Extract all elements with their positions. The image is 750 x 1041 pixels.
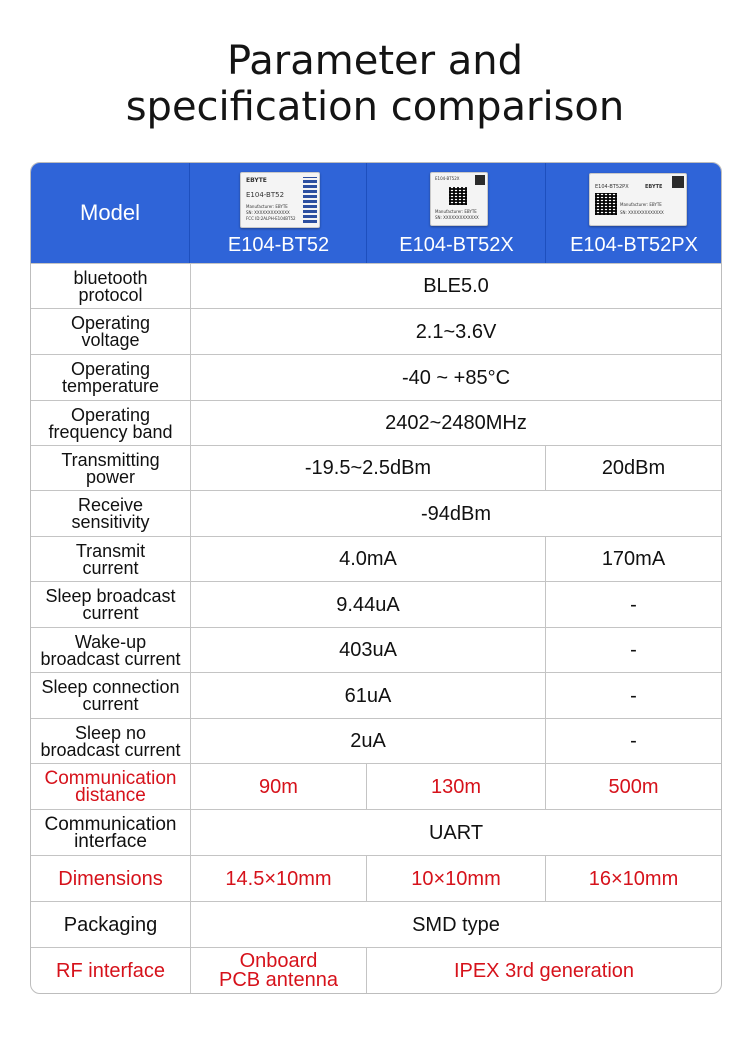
row-label: Operating frequency band (48, 404, 173, 442)
distance-value-bt52: 90m (190, 764, 366, 810)
model-column-bt52x (366, 163, 546, 263)
model-name-bt52x: E104-BT52X (399, 234, 514, 256)
model-header-label: Model (80, 200, 140, 225)
row-packaging (31, 901, 721, 948)
bt52px-chip-mfr: Manufacturer: EBYTE (620, 202, 662, 207)
sleep-broadcast-value-bt52-bt52x: 9.44uA (190, 582, 545, 628)
frequency-value: 2402~2480MHz (190, 401, 721, 446)
row-transmit-current (31, 536, 721, 582)
row-bluetooth-protocol (31, 263, 721, 309)
row-label: Sleep broadcast current (45, 586, 176, 623)
distance-value-bt52px: 500m (545, 764, 721, 810)
row-label: Sleep no broadcast current (40, 722, 181, 760)
row-sleep-connection-current (31, 672, 721, 719)
tx-current-value-bt52-bt52x: 4.0mA (190, 537, 545, 582)
sleep-no-broadcast-value-bt52px: - (545, 719, 721, 764)
bt52-chip-fcc: FCC ID:2ALPH-E104BT52 (246, 216, 296, 221)
bt52px-chip-name: E104-BT52PX (595, 184, 629, 190)
bt52px-module-image (589, 173, 687, 226)
dimensions-value-bt52: 14.5×10mm (190, 856, 366, 902)
row-label: bluetooth protocol (73, 267, 148, 305)
row-sleep-no-broadcast-current (31, 718, 721, 764)
row-label: RF interface (56, 959, 165, 982)
rf-value-bt52: Onboard PCB antenna (190, 948, 366, 994)
sleep-broadcast-value-bt52px: - (545, 582, 721, 628)
bt52-chip-brand: EBYTE (246, 177, 267, 184)
row-label: Sleep connection current (41, 677, 180, 714)
wakeup-broadcast-value-bt52-bt52x: 403uA (190, 628, 545, 673)
bt52x-qr-code (449, 187, 467, 205)
rf-value-bt52x-bt52px: IPEX 3rd generation (366, 948, 721, 994)
bt52x-chip-mfr: Manufacturer: EBYTE (435, 209, 477, 214)
row-transmitting-power (31, 445, 721, 491)
row-frequency-band (31, 400, 721, 446)
voltage-value: 2.1~3.6V (190, 309, 721, 355)
bluetooth-value: BLE5.0 (190, 264, 721, 309)
dimensions-value-bt52px: 16×10mm (545, 856, 721, 902)
bt52x-chip-name: E104-BT52X (435, 176, 460, 181)
table-header (31, 163, 721, 263)
packaging-value: SMD type (190, 902, 721, 948)
bt52px-chip-brand: EBYTE (645, 184, 663, 190)
row-dimensions (31, 855, 721, 902)
bt52px-chip-sn: SN: XXXXXXXXXXXXX (620, 210, 664, 215)
row-rf-interface (31, 947, 721, 994)
sleep-connection-value-bt52-bt52x: 61uA (190, 673, 545, 719)
bt52-chip-mfr: Manufacturer: EBYTE (246, 204, 288, 209)
row-label: Transmit current (75, 540, 146, 578)
row-label: Packaging (63, 913, 158, 936)
sleep-no-broadcast-value-bt52-bt52x: 2uA (190, 719, 545, 764)
model-column-bt52px (545, 163, 722, 263)
row-sleep-broadcast-current (31, 581, 721, 628)
bt52x-chip-sn: SN: XXXXXXXXXXXXX (435, 215, 479, 220)
interface-value: UART (190, 810, 721, 856)
temperature-value: -40 ~ +85°C (190, 355, 721, 401)
row-wakeup-broadcast-current (31, 627, 721, 673)
bt52-chip-name: E104-BT52 (246, 191, 285, 199)
tx-power-value-bt52px: 20dBm (545, 446, 721, 491)
row-operating-voltage (31, 308, 721, 355)
sleep-connection-value-bt52px: - (545, 673, 721, 719)
title-line-1: Parameter and (226, 38, 524, 84)
bt52x-module-image (430, 172, 488, 226)
row-label: Transmitting power (61, 449, 160, 487)
model-column-bt52 (189, 163, 367, 263)
row-label: Operating temperature (61, 359, 160, 396)
model-name-bt52px: E104-BT52PX (570, 234, 698, 256)
row-communication-interface (31, 809, 721, 856)
row-operating-temperature (31, 354, 721, 401)
distance-value-bt52x: 130m (366, 764, 545, 810)
bt52-chip-sn: SN: XXXXXXXXXXXXX (246, 210, 290, 215)
bt52-module-image (240, 172, 320, 228)
model-name-bt52: E104-BT52 (227, 234, 330, 256)
tx-current-value-bt52px: 170mA (545, 537, 721, 582)
row-label: Receive sensitivity (71, 495, 150, 532)
bt52px-qr-code (595, 193, 617, 215)
rx-sensitivity-value: -94dBm (190, 491, 721, 537)
page-title (0, 38, 750, 130)
comparison-table (30, 162, 722, 994)
row-label: Dimensions (58, 867, 163, 890)
title-line-2: specification comparison (125, 84, 625, 130)
row-communication-distance (31, 763, 721, 810)
dimensions-value-bt52x: 10×10mm (366, 856, 545, 902)
row-label: Wake-up broadcast current (40, 631, 181, 669)
row-label: Communication distance (44, 768, 177, 806)
tx-power-value-bt52-bt52x: -19.5~2.5dBm (190, 446, 545, 491)
row-label: Communication interface (44, 814, 177, 852)
row-label: Operating voltage (70, 313, 151, 350)
row-receive-sensitivity (31, 490, 721, 537)
wakeup-broadcast-value-bt52px: - (545, 628, 721, 673)
